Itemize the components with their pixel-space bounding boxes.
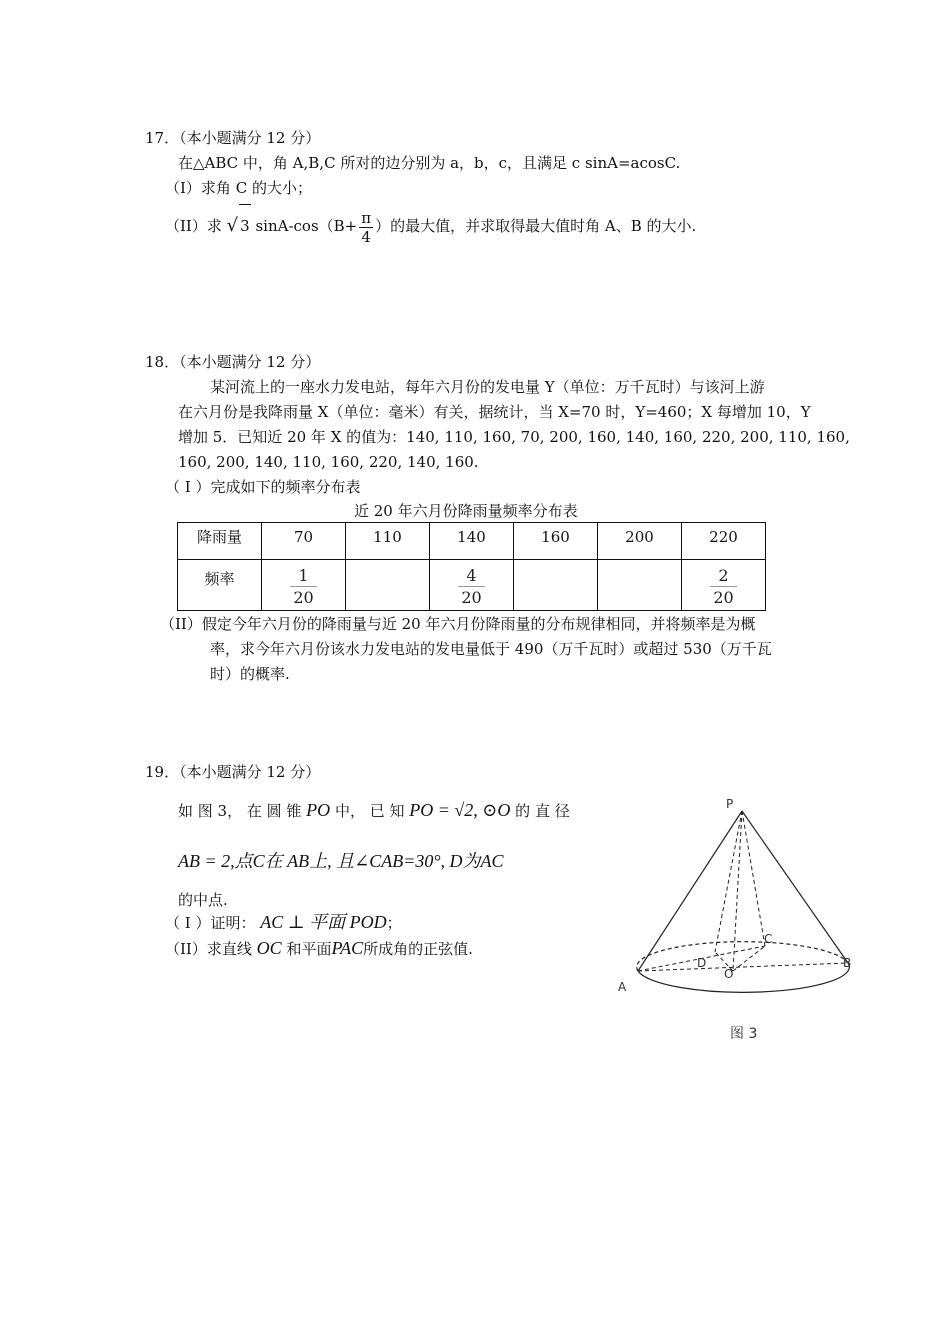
table-cell-empty: [346, 560, 430, 611]
table-cell: [262, 560, 346, 611]
table-cell-empty: [514, 560, 598, 611]
freq-den: 20: [293, 588, 314, 607]
frequency-table: [177, 522, 766, 611]
row-label: 频率: [204, 570, 235, 588]
table-cell: 200: [598, 523, 682, 560]
table-cell: 160: [514, 523, 598, 560]
q17-fraction: [359, 209, 373, 246]
label-c: C: [764, 932, 773, 946]
q19-line1-c: 的 直 径: [515, 802, 570, 820]
table-row: [178, 560, 766, 611]
table-row: [178, 523, 766, 560]
q19-line-3: 的中点.: [178, 891, 228, 909]
q17-fraction-den: 4: [361, 227, 371, 246]
freq-num: 2: [710, 566, 736, 587]
q17-sqrt-value: 3: [239, 204, 251, 247]
q19-part2-b: 和平面: [286, 940, 332, 958]
q19-po: PO: [306, 800, 331, 820]
q18-stem-line-4: 160, 200, 140, 110, 160, 220, 140, 160.: [178, 453, 479, 471]
q18-part2-line-3: 时）的概率.: [210, 665, 290, 683]
table-cell: 220: [682, 523, 766, 560]
q17-header: [145, 128, 320, 148]
table-cell: [682, 560, 766, 611]
base-back-arc: [637, 942, 848, 971]
table-cell: 110: [346, 523, 430, 560]
q19-score: （本小题满分 12 分）: [179, 763, 321, 781]
freq-fraction: [458, 566, 484, 609]
q18-table-title: 近 20 年六月份降雨量频率分布表: [354, 502, 578, 520]
q19-line-2: AB = 2,点C在 AB上, 且∠CAB=30°, D为AC: [178, 851, 504, 871]
table-cell: [430, 560, 514, 611]
q18-stem-line-2: 在六月份是我降雨量 X（单位：毫米）有关，据统计，当 X=70 时，Y=460；X 每增加 10，Y: [178, 403, 811, 421]
label-o: O: [724, 967, 734, 981]
q18-part1: （ I ）完成如下的频率分布表: [165, 478, 361, 496]
table-cell: 降雨量: [178, 523, 262, 560]
q18-number: 18．: [145, 353, 180, 371]
q17-part2: [165, 204, 696, 247]
q19-header: [145, 762, 320, 782]
table-cell-empty: [598, 560, 682, 611]
q19-part1-b: AC ⊥ 平面 POD: [260, 912, 387, 932]
figure-caption: 图 3: [730, 1026, 758, 1042]
table-cell: 70: [262, 523, 346, 560]
freq-den: 20: [461, 588, 482, 607]
q19-line-1: [178, 800, 570, 821]
q17-number: 17．: [145, 129, 180, 147]
sqrt-icon: √: [226, 215, 239, 236]
q17-stem: 在△ABC 中，角 A,B,C 所对的边分别为 a，b，c，且满足 c sinA=acosC.: [178, 154, 681, 172]
q18-part2-line-2: 率，求今年六月份该水力发电站的发电量低于 490（万千瓦时）或超过 530（万千瓦: [210, 640, 772, 658]
q18-score: （本小题满分 12 分）: [179, 353, 321, 371]
q17-part1: （I）求角 C 的大小；: [165, 179, 312, 197]
table-cell: 140: [430, 523, 514, 560]
q17-part2-suffix: ）的最大值，并求取得最大值时角 A、B 的大小.: [375, 217, 697, 235]
q17-score: （本小题满分 12 分）: [179, 129, 321, 147]
q17-part2-middle: sinA-cos（B+: [255, 217, 358, 235]
freq-fraction: [710, 566, 736, 609]
freq-fraction: [290, 566, 316, 609]
q19-oc: OC: [256, 938, 282, 958]
q18-header: [145, 352, 320, 372]
label-d: D: [697, 956, 707, 970]
q17-fraction-num: π: [361, 208, 372, 227]
label-p: P: [726, 797, 734, 811]
cone-figure: [610, 790, 870, 1050]
edge-pa: [638, 811, 742, 971]
q19-line1-b: 中， 已 知: [334, 802, 405, 820]
q18-stem-line-1: 某河流上的一座水力发电站，每年六月份的发电量 Y（单位：万千瓦时）与该河上游: [210, 378, 765, 396]
q18-stem-line-3: 增加 5．已知近 20 年 X 的值为：140, 110, 160, 70, 200, 160, 140, 160, 220, 200, 110, 160,: [178, 428, 850, 446]
table-cell: [178, 560, 262, 611]
edge-pb: [742, 811, 848, 963]
q19-part1-c: ；: [386, 914, 402, 932]
label-a: A: [618, 980, 627, 994]
freq-num: 4: [458, 566, 484, 587]
q19-po-eq: PO = √2, ⊙O: [409, 800, 511, 820]
q19-pac: PAC: [331, 938, 364, 958]
freq-num: 1: [290, 566, 316, 587]
q18-part2-line-1: （II）假定今年六月份的降雨量与近 20 年六月份降雨量的分布规律相同，并将频率是为概: [160, 615, 756, 633]
q19-part1-a: （ I ）证明：: [165, 914, 256, 932]
label-b: B: [843, 956, 852, 970]
q19-line1-a: 如 图 3， 在 圆 锥: [178, 802, 302, 820]
q19-part1: [165, 912, 402, 933]
q19-part2-c: 所成角的正弦值.: [363, 940, 473, 958]
q19-part2: [165, 938, 473, 959]
q17-part2-prefix: （II）求: [165, 217, 222, 235]
segment-pc: [742, 811, 765, 946]
q19-part2-a: （II）求直线: [165, 940, 252, 958]
segment-ab: [638, 963, 848, 971]
q19-number: 19．: [145, 763, 180, 781]
freq-den: 20: [713, 588, 734, 607]
